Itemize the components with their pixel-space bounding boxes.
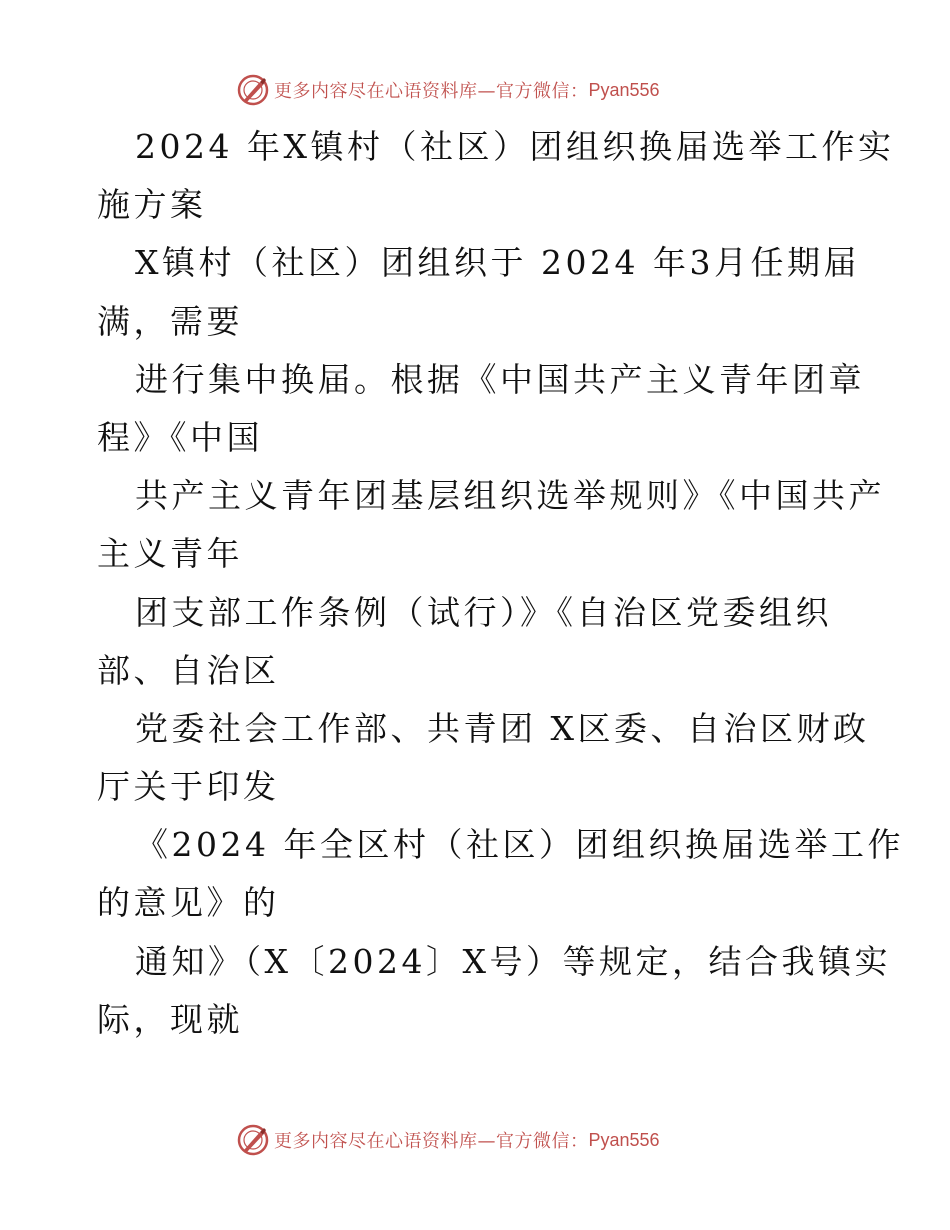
document-line: 厅关于印发 (97, 767, 280, 807)
header-watermark-banner (236, 72, 660, 108)
red-pen-seal-logo-icon (236, 73, 270, 107)
document-line: 部、自治区 (97, 650, 280, 690)
document-line: 2024 年X镇村（社区）团组织换届选举工作实 (135, 127, 895, 166)
document-line: 党委社会工作部、共青团 X区委、自治区财政 (135, 708, 870, 748)
footer-watermark-banner (236, 1122, 660, 1158)
document-line: 主义青年 (97, 534, 243, 574)
document-line: 《2024 年全区村（社区）团组织换届选举工作 (135, 825, 904, 865)
document-line: 满，需要 (97, 301, 243, 341)
banner-wechat-id: Pyan556 (588, 1129, 660, 1150)
document-line: 共产主义青年团基层组织选举规则》《中国共产 (135, 476, 885, 516)
red-pen-seal-logo-icon (236, 1123, 270, 1157)
document-line: 进行集中换届。根据《中国共产主义青年团章 (135, 359, 865, 399)
banner-text: 更多内容尽在心语资料库—官方微信： (274, 1131, 589, 1152)
document-line: 程》《中国 (97, 417, 263, 457)
document-line: 的意见》的 (97, 883, 280, 923)
document-line: X镇村（社区）团组织于 2024 年3月任期届 (135, 243, 860, 283)
document-line: 施方案 (97, 185, 207, 225)
document-line: 通知》（X〔2024〕X号）等规定，结合我镇实 (135, 941, 891, 981)
document-body (97, 118, 927, 1049)
banner-text: 更多内容尽在心语资料库—官方微信： (274, 81, 589, 102)
banner-wechat-id: Pyan556 (588, 79, 660, 100)
document-line: 际，现就 (97, 999, 243, 1039)
document-line: 团支部工作条例（试行）》《自治区党委组织 (135, 592, 832, 632)
